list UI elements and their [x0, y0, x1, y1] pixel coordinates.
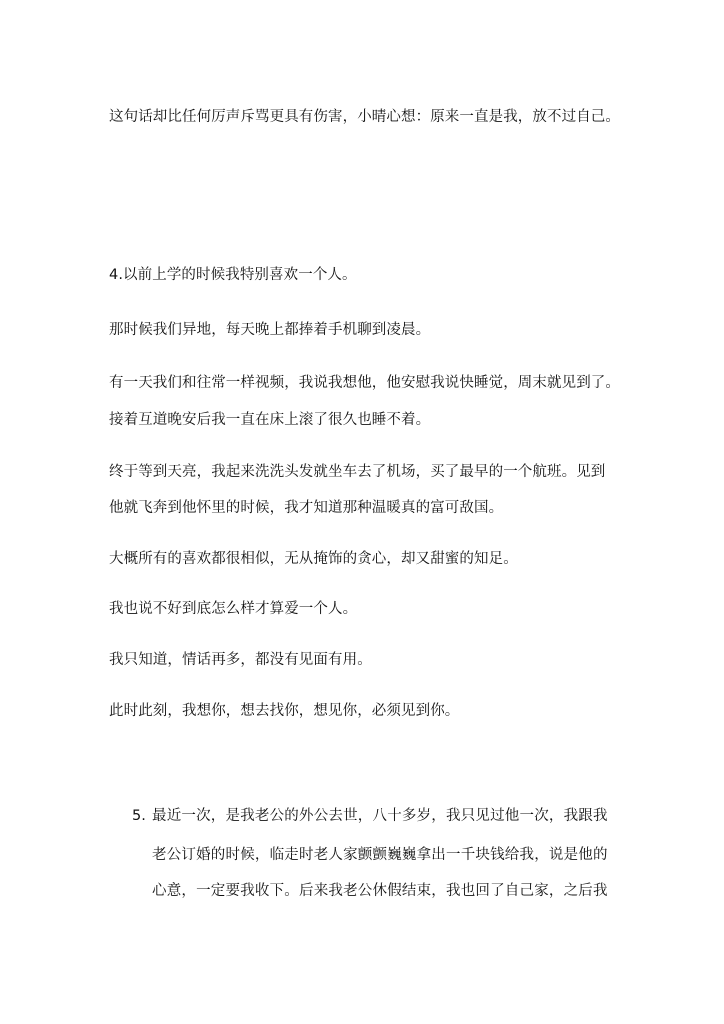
paragraph-line: 他就飞奔到他怀里的时候，我才知道那种温暖真的富可敌国。	[109, 500, 504, 516]
paragraph-line: 有一天我们和往常一样视频，我说我想他，他安慰我说快睡觉，周末就见到了。	[109, 375, 620, 391]
paragraph-line: 这句话却比任何厉声斥骂更具有伤害，小晴心想：原来一直是我，放不过自己。	[109, 109, 620, 125]
paragraph-line: 终于等到天亮，我起来洗洗头发就坐车去了机场，买了最早的一个航班。见到	[109, 464, 606, 480]
list-item-number: 5.	[132, 808, 146, 824]
list-item-line: 最近一次，是我老公的外公去世，八十多岁，我只见过他一次，我跟我	[152, 808, 608, 824]
list-item-line: 心意，一定要我收下。后来我老公休假结束，我也回了自己家，之后我	[152, 883, 608, 899]
paragraph-line: 此时此刻，我想你，想去找你，想见你，必须见到你。	[109, 703, 460, 719]
paragraph-line: 接着互道晚安后我一直在床上滚了很久也睡不着。	[109, 412, 431, 428]
paragraph-line: 我只知道，情话再多，都没有见面有用。	[109, 652, 372, 668]
list-item-line: 老公订婚的时候，临走时老人家颤颤巍巍拿出一千块钱给我，说是他的	[152, 847, 608, 863]
paragraph-line: 我也说不好到底怎么样才算爱一个人。	[109, 601, 358, 617]
section-heading: 4.以前上学的时候我特别喜欢一个人。	[109, 267, 357, 283]
paragraph-line: 那时候我们异地，每天晚上都捧着手机聊到凌晨。	[109, 322, 431, 338]
paragraph-line: 大概所有的喜欢都很相似，无从掩饰的贪心，却又甜蜜的知足。	[109, 551, 518, 567]
